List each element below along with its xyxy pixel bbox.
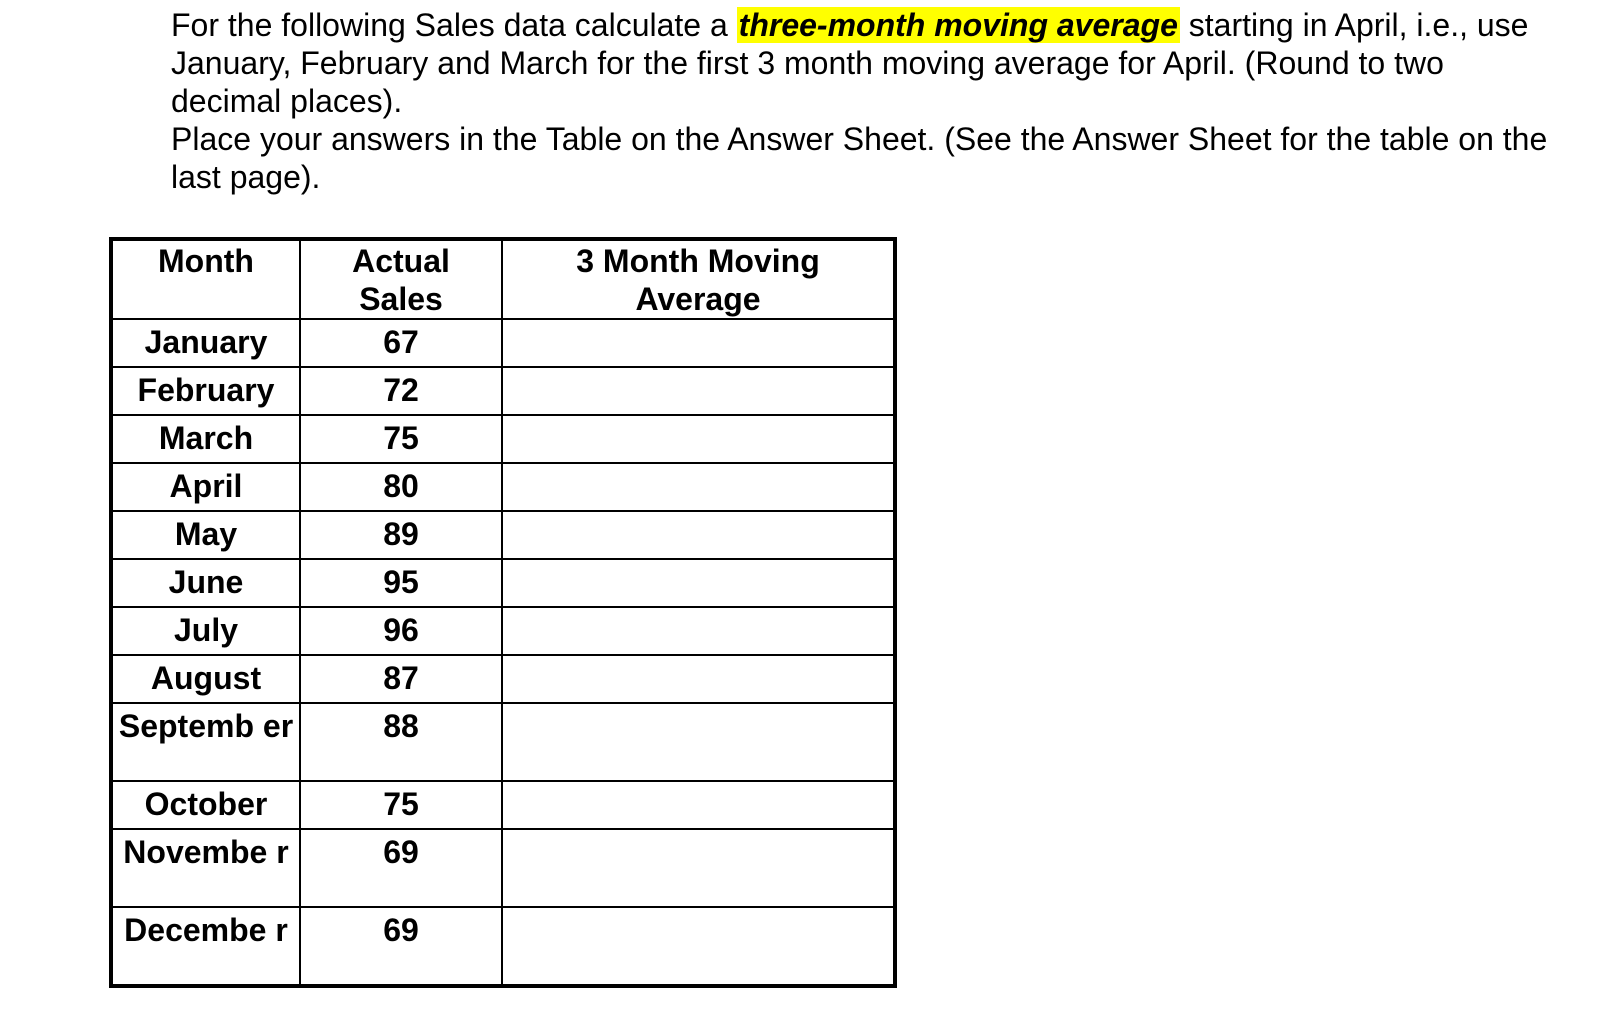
sales-cell: 80 bbox=[300, 463, 502, 511]
average-cell[interactable] bbox=[502, 559, 895, 607]
month-cell: February bbox=[111, 367, 300, 415]
table-row bbox=[111, 367, 895, 415]
table-row bbox=[111, 829, 895, 907]
actual-sales-header: Actual Sales bbox=[300, 239, 502, 319]
table-row bbox=[111, 703, 895, 781]
table-row bbox=[111, 655, 895, 703]
instruction-text-start: For the following Sales data calculate a bbox=[171, 7, 737, 43]
sales-cell: 89 bbox=[300, 511, 502, 559]
month-cell: April bbox=[111, 463, 300, 511]
sales-cell: 69 bbox=[300, 907, 502, 986]
sales-cell: 95 bbox=[300, 559, 502, 607]
average-cell[interactable] bbox=[502, 415, 895, 463]
instruction-paragraph bbox=[171, 6, 1551, 120]
header-row bbox=[111, 239, 895, 319]
month-cell: Novembe r bbox=[111, 829, 300, 907]
month-cell: May bbox=[111, 511, 300, 559]
moving-average-header: 3 Month Moving Average bbox=[502, 239, 895, 319]
sales-cell: 75 bbox=[300, 781, 502, 829]
table-row bbox=[111, 781, 895, 829]
instructions bbox=[171, 6, 1551, 196]
month-cell: Decembe r bbox=[111, 907, 300, 986]
sales-cell: 87 bbox=[300, 655, 502, 703]
sales-cell: 67 bbox=[300, 319, 502, 367]
average-cell[interactable] bbox=[502, 511, 895, 559]
table-row bbox=[111, 319, 895, 367]
month-cell: June bbox=[111, 559, 300, 607]
answer-sheet-note: Place your answers in the Table on the Answer Sheet. (See the Answer Sheet for the table on the last page). bbox=[171, 121, 1548, 195]
highlighted-term: three-month moving average bbox=[738, 7, 1178, 43]
average-cell[interactable] bbox=[502, 703, 895, 781]
month-cell: January bbox=[111, 319, 300, 367]
month-cell: August bbox=[111, 655, 300, 703]
table-row bbox=[111, 607, 895, 655]
table-row bbox=[111, 415, 895, 463]
average-cell[interactable] bbox=[502, 907, 895, 986]
sales-table bbox=[109, 237, 897, 988]
instruction-text-end: starting in April, i.e., use January, February and March for the first 3 month moving average for April. (Round to two decimal places). bbox=[171, 7, 1529, 119]
table-row bbox=[111, 559, 895, 607]
average-cell[interactable] bbox=[502, 607, 895, 655]
month-cell: Septemb er bbox=[111, 703, 300, 781]
sales-cell: 69 bbox=[300, 829, 502, 907]
month-header: Month bbox=[111, 239, 300, 319]
average-cell[interactable] bbox=[502, 319, 895, 367]
average-cell[interactable] bbox=[502, 463, 895, 511]
average-cell[interactable] bbox=[502, 781, 895, 829]
table-row bbox=[111, 907, 895, 986]
table-row bbox=[111, 511, 895, 559]
average-cell[interactable] bbox=[502, 655, 895, 703]
table-row bbox=[111, 463, 895, 511]
sales-cell: 72 bbox=[300, 367, 502, 415]
month-cell: October bbox=[111, 781, 300, 829]
average-cell[interactable] bbox=[502, 829, 895, 907]
sales-cell: 96 bbox=[300, 607, 502, 655]
average-cell[interactable] bbox=[502, 367, 895, 415]
month-cell: March bbox=[111, 415, 300, 463]
month-cell: July bbox=[111, 607, 300, 655]
sales-cell: 88 bbox=[300, 703, 502, 781]
sales-cell: 75 bbox=[300, 415, 502, 463]
